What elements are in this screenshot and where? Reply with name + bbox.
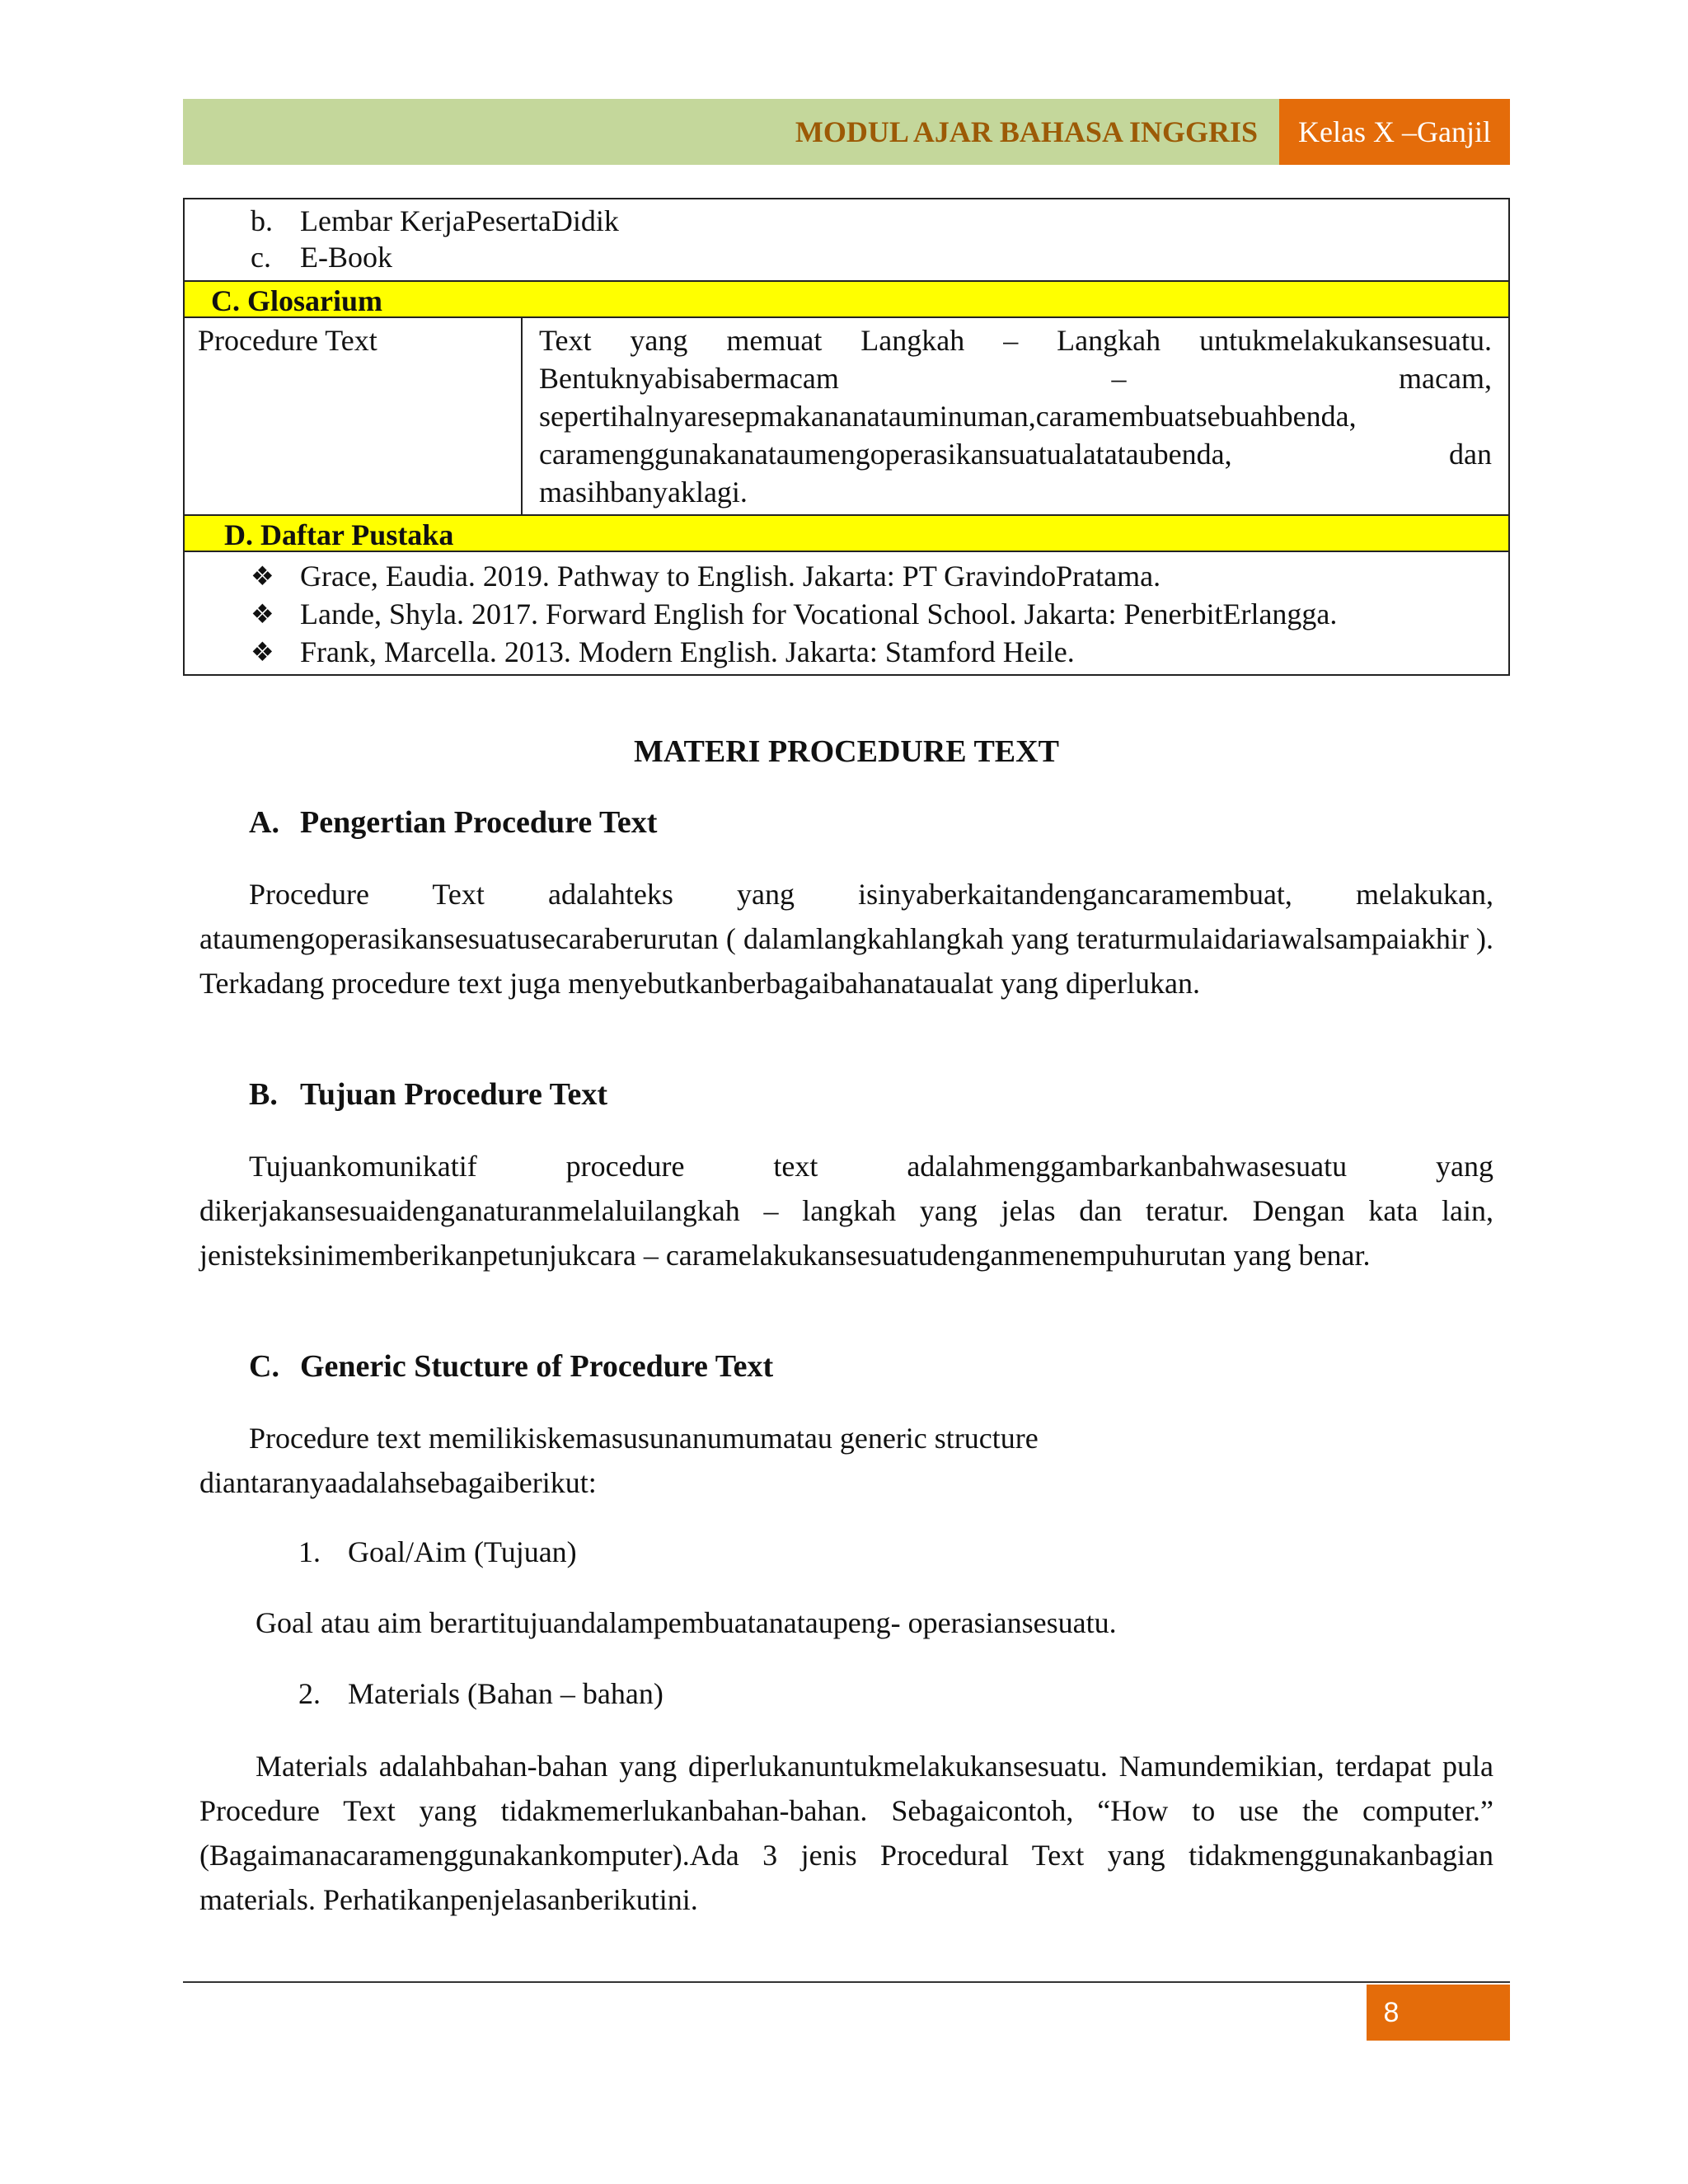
section-title: Tujuan Procedure Text — [300, 1077, 608, 1112]
item-number: 2. — [298, 1677, 321, 1710]
item-text: Goal/Aim (Tujuan) — [348, 1535, 577, 1568]
reference-text: Grace, Eaudia. 2019. Pathway to English. Jakarta: PT GravindoPratama. — [300, 560, 1161, 593]
reference-item — [251, 633, 1508, 671]
item-text: Materials (Bahan – bahan) — [348, 1677, 663, 1710]
list-item — [251, 239, 1508, 275]
section-letter: C. — [249, 1349, 279, 1384]
reference-text: Lande, Shyla. 2017. Forward English for Vocational School. Jakarta: PenerbitErlangga. — [300, 598, 1338, 630]
reference-item — [251, 595, 1508, 633]
section-heading-a — [249, 804, 657, 841]
list-marker: b. — [251, 204, 273, 237]
glosarium-row — [185, 318, 1508, 514]
list-item — [251, 203, 1508, 239]
section-letter: B. — [249, 1077, 278, 1112]
numbered-item-goal — [298, 1535, 577, 1569]
page-number-box — [1367, 1985, 1510, 2041]
diamond-bullet-icon: ❖ — [251, 599, 274, 629]
list-item-text: E-Book — [300, 241, 392, 274]
section-title: Pengertian Procedure Text — [300, 805, 658, 840]
section-heading-c — [249, 1348, 773, 1385]
reference-list — [185, 552, 1508, 674]
info-table — [183, 198, 1510, 676]
goal-description: Goal atau aim berartitujuandalampembuatanataupeng- operasiansesuatu. — [256, 1606, 1117, 1639]
daftar-pustaka-heading: D. Daftar Pustaka — [185, 514, 1508, 552]
section-letter: A. — [249, 805, 279, 840]
header-bar — [183, 99, 1279, 165]
paragraph-pengertian: Procedure Text adalahteks yang isinyaberkaitandengancaramembuat, melakukan, ataumengoperasikansesuatusecaraberurutan ( dalamlangkahlangkah yang teraturmulaidariawalsampaiakhir ). Terkadang procedure text juga menyebutkanberbagaibahanataualat yang diperlukan. — [199, 878, 1493, 1000]
page-title: MATERI PROCEDURE TEXT — [634, 734, 1059, 769]
media-list — [185, 199, 1508, 280]
paragraph-structure — [199, 1416, 1493, 1505]
reference-text: Frank, Marcella. 2013. Modern English. Jakarta: Stamford Heile. — [300, 635, 1075, 668]
module-title: MODUL AJAR BAHASA INGGRIS — [795, 115, 1258, 148]
paragraph-line: diantaranyaadalahsebagaiberikut: — [199, 1466, 597, 1499]
page-number: 8 — [1383, 1997, 1400, 2028]
footer-divider — [183, 1981, 1510, 1983]
glosarium-term: Procedure Text — [185, 318, 523, 514]
glosarium-heading: C. Glosarium — [185, 280, 1508, 318]
diamond-bullet-icon: ❖ — [251, 561, 274, 591]
reference-item — [251, 557, 1508, 595]
section-title: Generic Stucture of Procedure Text — [300, 1349, 774, 1384]
list-marker: c. — [251, 241, 271, 274]
item-number: 1. — [298, 1535, 321, 1568]
glosarium-definition: Text yang memuat Langkah – Langkah untukmelakukansesuatu. Bentuknyabisabermacam – macam, sepertihalnyaresepmakananatauminuman,caramembuatsebuahbenda, caramenggunakanataumengoperasikansuatualatataubenda, dan masihbanyaklagi. — [539, 324, 1492, 509]
paragraph-materials: Materials adalahbahan-bahan yang diperlukanuntukmelakukansesuatu. Namundemikian, terdapat pula Procedure Text yang tidakmemerlukanbahan-bahan. Sebagaicontoh, “How to use the computer.” (Bagaimanacaramenggunakankomputer).Ada 3 jenis Procedural Text yang tidakmenggunakanbagian materials. Perhatikanpenjelasanberikutini. — [199, 1750, 1493, 1916]
paragraph-line: Procedure text memilikiskemasusunanumumatau generic structure — [249, 1422, 1039, 1455]
numbered-item-materials — [298, 1676, 663, 1711]
class-label: Kelas X –Ganjil — [1279, 99, 1510, 165]
list-item-text: Lembar KerjaPesertaDidik — [300, 204, 619, 237]
diamond-bullet-icon: ❖ — [251, 637, 274, 667]
paragraph-tujuan: Tujuankomunikatif procedure text adalahmenggambarkanbahwasesuatu yang dikerjakansesuaidenganaturanmelaluilangkah – langkah yang jelas dan teratur. Dengan kata lain, jenisteksinimemberikanpetunjukcara – caramelakukansesuatudenganmenempuhurutan yang benar. — [199, 1150, 1493, 1272]
section-heading-b — [249, 1076, 607, 1113]
